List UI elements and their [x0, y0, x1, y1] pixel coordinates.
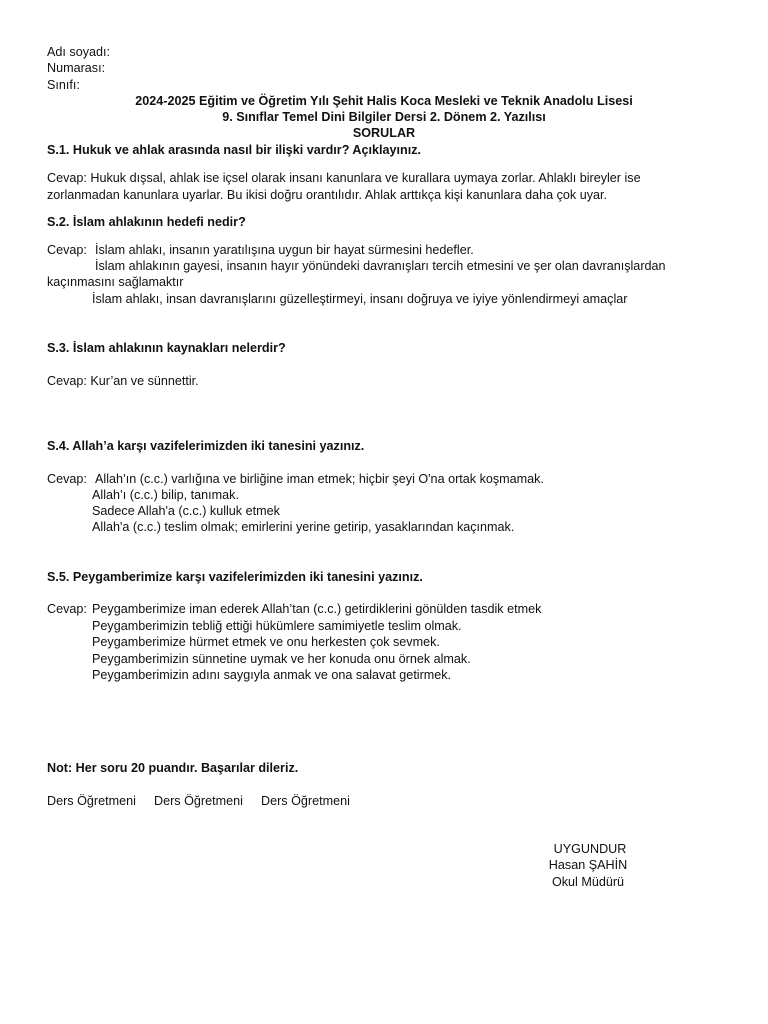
- answer-2-line-4: İslam ahlakı, insan davranışlarını güzelleştirmeyi, insanı doğruya ve iyiye yönlendirmeyi amaçlar: [92, 292, 628, 306]
- answer-4-line-1: Allah’ın (c.c.) varlığına ve birliğine iman etmek; hiçbir şeyi O'na ortak koşmamak.: [95, 472, 544, 486]
- answer-4-line-4: Allah'a (c.c.) teslim olmak; emirlerini yerine getirip, yasaklarından kaçınmak.: [92, 520, 515, 534]
- principal-name: Hasan ŞAHİN: [548, 858, 628, 872]
- answer-1-line-1: Cevap: Hukuk dışsal, ahlak ise içsel olarak insanı kanunlara ve kurallara uymaya zorlar. Ahlaklı bireyler ise: [47, 171, 641, 185]
- answer-5-line-3: Peygamberimize hürmet etmek ve onu herkesten çok sevmek.: [92, 635, 440, 649]
- teacher-signature-2: Ders Öğretmeni: [154, 794, 243, 808]
- answer-4-line-2: Allah’ı (c.c.) bilip, tanımak.: [92, 488, 239, 502]
- teacher-signature-3: Ders Öğretmeni: [261, 794, 350, 808]
- answer-2-prefix: Cevap:: [47, 243, 87, 257]
- answer-5-prefix: Cevap:: [47, 602, 87, 616]
- answer-5-line-2: Peygamberimizin tebliğ ettiği hükümlere samimiyetle teslim olmak.: [92, 619, 462, 633]
- question-5: S.5. Peygamberimize karşı vazifelerimizden iki tanesini yazınız.: [47, 570, 423, 584]
- approval-label: UYGUNDUR: [553, 842, 627, 856]
- answer-5-line-1: Peygamberimize iman ederek Allah’tan (c.c.) getirdiklerini gönülden tasdik etmek: [92, 602, 542, 616]
- question-1: S.1. Hukuk ve ahlak arasında nasıl bir ilişki vardır? Açıklayınız.: [47, 143, 422, 157]
- teacher-signature-1: Ders Öğretmeni: [47, 794, 136, 808]
- exam-title: 9. Sınıflar Temel Dini Bilgiler Dersi 2. Dönem 2. Yazılısı: [222, 110, 546, 124]
- answer-2-line-3: kaçınmasını sağlamaktır: [47, 275, 184, 289]
- answer-2-line-2: İslam ahlakının gayesi, insanın hayır yönündeki davranışları tercih etmesini ve şer olan davranışlardan: [95, 259, 666, 273]
- principal-role: Okul Müdürü: [551, 875, 625, 889]
- question-4: S.4. Allah’a karşı vazifelerimizden iki tanesini yazınız.: [47, 439, 365, 453]
- name-label: Adı soyadı:: [47, 45, 111, 59]
- answer-4-line-3: Sadece Allah'a (c.c.) kulluk etmek: [92, 504, 280, 518]
- questions-heading: SORULAR: [352, 126, 416, 140]
- answer-1-line-2: zorlanmadan kanunlara uyarlar. Bu ikisi doğru orantılıdır. Ahlak arttıkça kişi kanunlara daha çok uyar.: [47, 188, 608, 202]
- answer-5-line-5: Peygamberimizin adını saygıyla anmak ve ona salavat getirmek.: [92, 668, 452, 682]
- grading-note: Not: Her soru 20 puandır. Başarılar dileriz.: [47, 761, 299, 775]
- class-label: Sınıfı:: [47, 78, 80, 92]
- school-title: 2024-2025 Eğitim ve Öğretim Yılı Şehit Halis Koca Mesleki ve Teknik Anadolu Lisesi: [135, 94, 633, 108]
- answer-3: Cevap: Kur’an ve sünnettir.: [47, 374, 199, 388]
- question-2: S.2. İslam ahlakının hedefi nedir?: [47, 215, 246, 229]
- number-label: Numarası:: [47, 61, 106, 75]
- answer-5-line-4: Peygamberimizin sünnetine uymak ve her konuda onu örnek almak.: [92, 652, 471, 666]
- answer-2-line-1: İslam ahlakı, insanın yaratılışına uygun bir hayat sürmesini hedefler.: [95, 243, 474, 257]
- answer-4-prefix: Cevap:: [47, 472, 87, 486]
- question-3: S.3. İslam ahlakının kaynakları nelerdir?: [47, 341, 286, 355]
